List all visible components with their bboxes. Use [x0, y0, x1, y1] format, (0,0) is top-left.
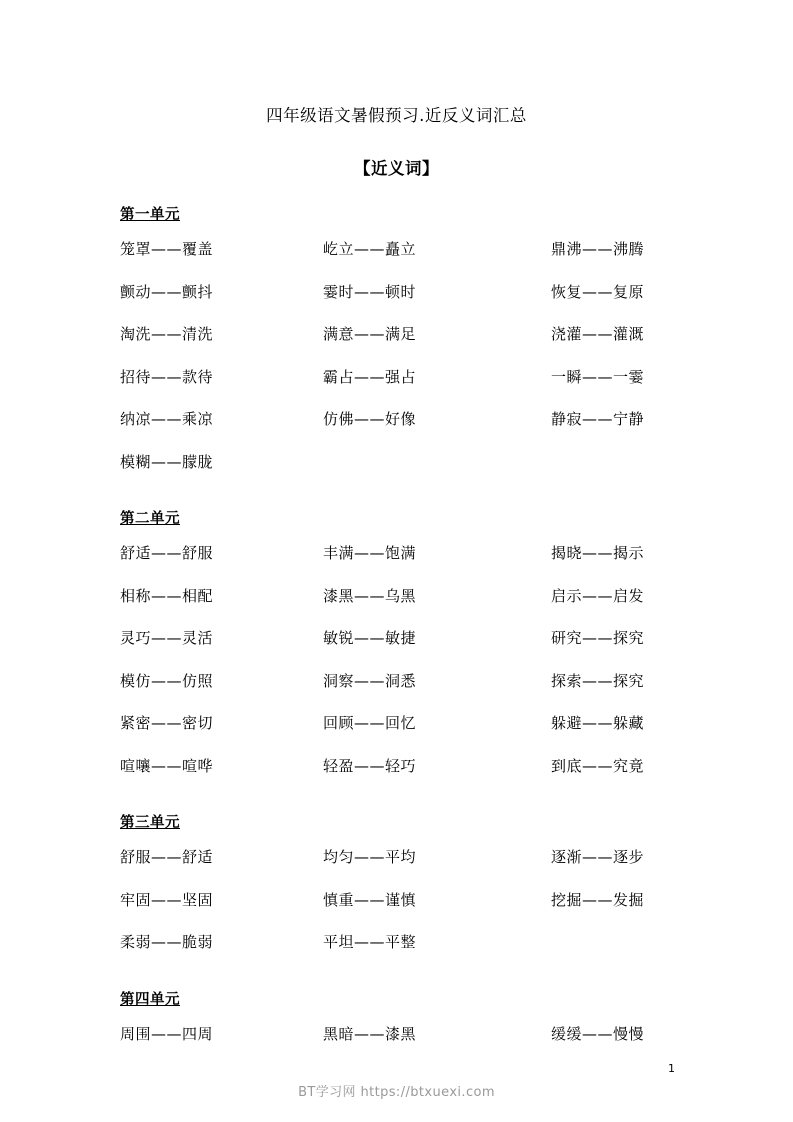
unit-heading-1: 第一单元 — [120, 207, 180, 224]
word-pair: 笼罩——覆盖 — [120, 240, 214, 259]
unit-pairs-4 — [120, 1013, 673, 1056]
word-pair: 回顾——回忆 — [323, 714, 417, 733]
word-pair: 躲避——躲藏 — [551, 714, 645, 733]
word-pair: 招待——款待 — [120, 367, 214, 386]
word-pair: 仿佛——好像 — [323, 410, 417, 429]
page-title: 四年级语文暑假预习.近反义词汇总 — [266, 106, 527, 125]
word-pair: 洞察——洞悉 — [323, 671, 417, 690]
unit-heading-4: 第四单元 — [120, 991, 180, 1008]
word-pair: 丰满——饱满 — [323, 544, 417, 563]
word-pair: 慎重——谨慎 — [323, 890, 417, 909]
unit-pairs-3 — [120, 836, 673, 964]
unit-heading-2: 第二单元 — [120, 511, 180, 528]
word-pair-empty — [323, 441, 551, 484]
word-pair: 相称——相配 — [120, 586, 214, 605]
section-heading: 【近义词】 — [354, 159, 439, 179]
page-number: 1 — [668, 1062, 675, 1075]
word-pair: 逐渐——逐步 — [551, 848, 645, 867]
word-pair: 均匀——平均 — [323, 848, 417, 867]
word-pair: 模仿——仿照 — [120, 671, 214, 690]
word-pair: 到底——究竟 — [551, 756, 645, 775]
word-pair: 缓缓——慢慢 — [551, 1024, 645, 1043]
word-pair: 模糊——朦胧 — [120, 452, 214, 471]
word-pair: 揭晓——揭示 — [551, 544, 645, 563]
word-pair: 鼎沸——沸腾 — [551, 240, 645, 259]
word-pair: 舒服——舒适 — [120, 848, 214, 867]
word-pair: 轻盈——轻巧 — [323, 756, 417, 775]
word-pair: 黑暗——漆黑 — [323, 1024, 417, 1043]
word-pair: 霸占——强占 — [323, 367, 417, 386]
word-pair: 喧嚷——喧哗 — [120, 756, 214, 775]
unit-pairs-2 — [120, 532, 673, 787]
word-pair: 静寂——宁静 — [551, 410, 645, 429]
word-pair: 颤动——颤抖 — [120, 282, 214, 301]
word-pair: 屹立——矗立 — [323, 240, 417, 259]
word-pair: 舒适——舒服 — [120, 544, 214, 563]
word-pair: 探索——探究 — [551, 671, 645, 690]
word-pair: 一瞬——一霎 — [551, 367, 645, 386]
word-pair: 研究——探究 — [551, 629, 645, 648]
word-pair: 牢固——坚固 — [120, 890, 214, 909]
word-pair: 敏锐——敏捷 — [323, 629, 417, 648]
word-pair: 启示——启发 — [551, 586, 645, 605]
word-pair: 挖掘——发掘 — [551, 890, 645, 909]
footer-watermark: BT学习网 https://btxuexi.com — [298, 1085, 495, 1100]
word-pair: 霎时——顿时 — [323, 282, 417, 301]
word-pair: 灵巧——灵活 — [120, 629, 214, 648]
unit-heading-3: 第三单元 — [120, 815, 180, 832]
word-pair-empty — [551, 921, 673, 964]
word-pair: 恢复——复原 — [551, 282, 645, 301]
word-pair: 浇灌——灌溉 — [551, 325, 645, 344]
word-pair: 满意——满足 — [323, 325, 417, 344]
word-pair-empty — [551, 441, 673, 484]
word-pair: 平坦——平整 — [323, 933, 417, 952]
word-pair: 漆黑——乌黑 — [323, 586, 417, 605]
word-pair: 纳凉——乘凉 — [120, 410, 214, 429]
unit-pairs-1 — [120, 228, 673, 483]
word-pair: 柔弱——脆弱 — [120, 933, 214, 952]
word-pair: 周围——四周 — [120, 1024, 214, 1043]
word-pair: 淘洗——清洗 — [120, 325, 214, 344]
word-pair: 紧密——密切 — [120, 714, 214, 733]
